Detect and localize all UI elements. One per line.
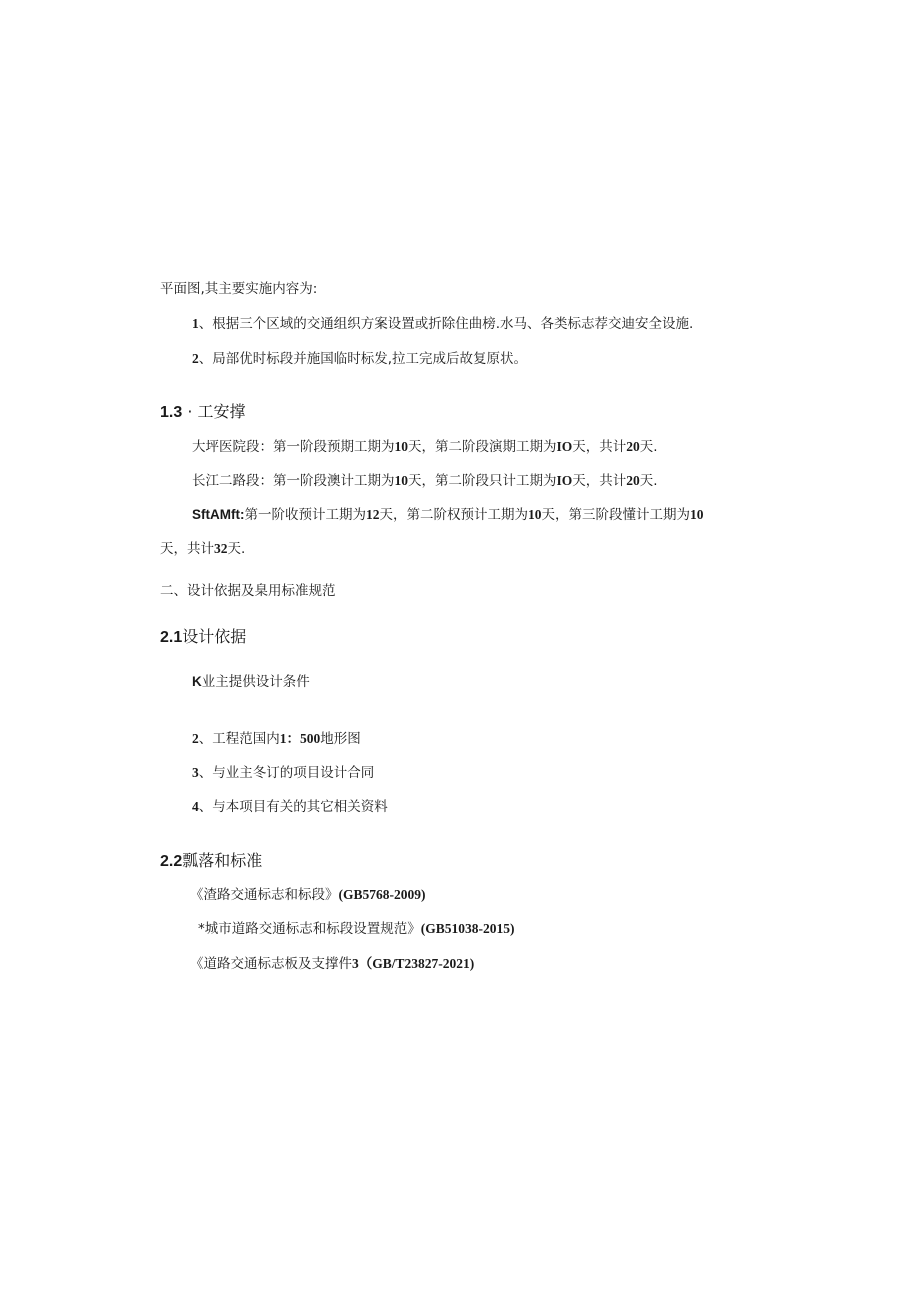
section-heading-1-3: [160, 402, 246, 423]
section-title: · 工安撑: [187, 402, 246, 421]
content-item-1: [192, 315, 693, 333]
item-text: 业主提供设计条件: [201, 674, 310, 690]
item-number: K: [192, 674, 202, 689]
standard-code: (GB51038-2015): [420, 921, 515, 936]
schedule-text: 天.: [227, 541, 246, 557]
section-number: 2.2: [160, 853, 183, 870]
standard-prefix: *: [198, 921, 205, 937]
schedule-line-3: [192, 506, 703, 524]
basis-item-4: [192, 798, 388, 816]
schedule-line-3-cont: [160, 540, 245, 558]
item-number: 4: [192, 799, 199, 814]
schedule-value: IO: [556, 473, 573, 488]
section-heading-2-2: [160, 851, 262, 872]
schedule-value: IO: [556, 439, 573, 454]
schedule-text: 天，共计: [572, 473, 627, 489]
schedule-line-2: [192, 472, 658, 490]
item-number: 1: [192, 316, 199, 331]
schedule-value: 12: [365, 507, 380, 522]
item-text: 、与业主冬订的项目设计合同: [198, 765, 375, 781]
item-text: 、根据三个区域的交通组织方案设置或折除住曲榜.水马、各类标志荐交迪安全设施.: [198, 316, 694, 332]
schedule-line-1: [192, 438, 658, 456]
standard-code: (GB5768-2009): [338, 887, 426, 902]
standard-prefix: 《: [190, 887, 204, 903]
schedule-text: 天.: [639, 473, 658, 489]
item-text: 地形图: [320, 731, 361, 747]
schedule-text: 天.: [639, 439, 658, 455]
schedule-text: 长江二路段：第一阶段澳计工期为: [192, 473, 395, 489]
standard-item-2: [198, 920, 515, 938]
section-number: 2.1: [160, 629, 183, 646]
schedule-text: 大坪医院段：第一阶段预期工期为: [192, 439, 395, 455]
basis-item-3: [192, 764, 374, 782]
standard-item-1: [190, 886, 426, 904]
item-number: 2: [192, 731, 199, 746]
section-number: 1.3: [160, 404, 183, 421]
item-scale: 1：500: [279, 731, 321, 746]
schedule-value: 10: [527, 507, 542, 522]
standard-name: 道路交通标志板及支撑件: [203, 956, 352, 972]
schedule-text: 天，共计: [160, 541, 214, 557]
section-title: 瓢落和标准: [182, 851, 263, 870]
basis-item-2: [192, 730, 361, 748]
item-number: 3: [192, 765, 199, 780]
schedule-value: 32: [214, 541, 228, 556]
item-number: 2: [192, 351, 199, 366]
schedule-text: 天，第二阶段只计工期为: [408, 473, 557, 489]
section-heading-2-1: [160, 627, 246, 648]
schedule-value: 10: [394, 473, 408, 488]
section-heading-2: 二、设计依据及臬用标准规范: [160, 583, 336, 599]
content-item-2: [192, 350, 527, 368]
standard-name: 城市道路交通标志和标段设置规范》: [204, 921, 421, 937]
schedule-text: 天，第二阶权预计工期为: [379, 507, 528, 523]
schedule-value: 20: [626, 439, 640, 454]
intro-line: 平面图,其主要实施内容为:: [160, 281, 318, 297]
schedule-value: 10: [689, 507, 704, 522]
schedule-value: 10: [394, 439, 408, 454]
item-text: 、局部优时标段并施国临时标发,拉工完成后故复原状。: [198, 351, 528, 367]
schedule-lead: SftAMft:: [192, 507, 245, 522]
section-title: 设计依据: [182, 627, 247, 646]
schedule-text: 天，第二阶段演期工期为: [408, 439, 557, 455]
standard-prefix: 《: [190, 956, 204, 972]
schedule-text: 天，共计: [572, 439, 627, 455]
schedule-value: 20: [626, 473, 640, 488]
schedule-text: 第一阶收预计工期为: [244, 507, 366, 523]
standard-code: 3（GB/T23827-2021): [352, 956, 475, 971]
item-text: 、与本项目有关的其它相关资料: [198, 799, 388, 815]
standard-item-3: [190, 955, 474, 973]
item-text: 、工程范国内: [198, 731, 280, 747]
schedule-text: 天，第三阶段懂计工期为: [541, 507, 690, 523]
standard-name: 渣路交通标志和标段》: [203, 887, 339, 903]
basis-item-1: [192, 673, 310, 691]
